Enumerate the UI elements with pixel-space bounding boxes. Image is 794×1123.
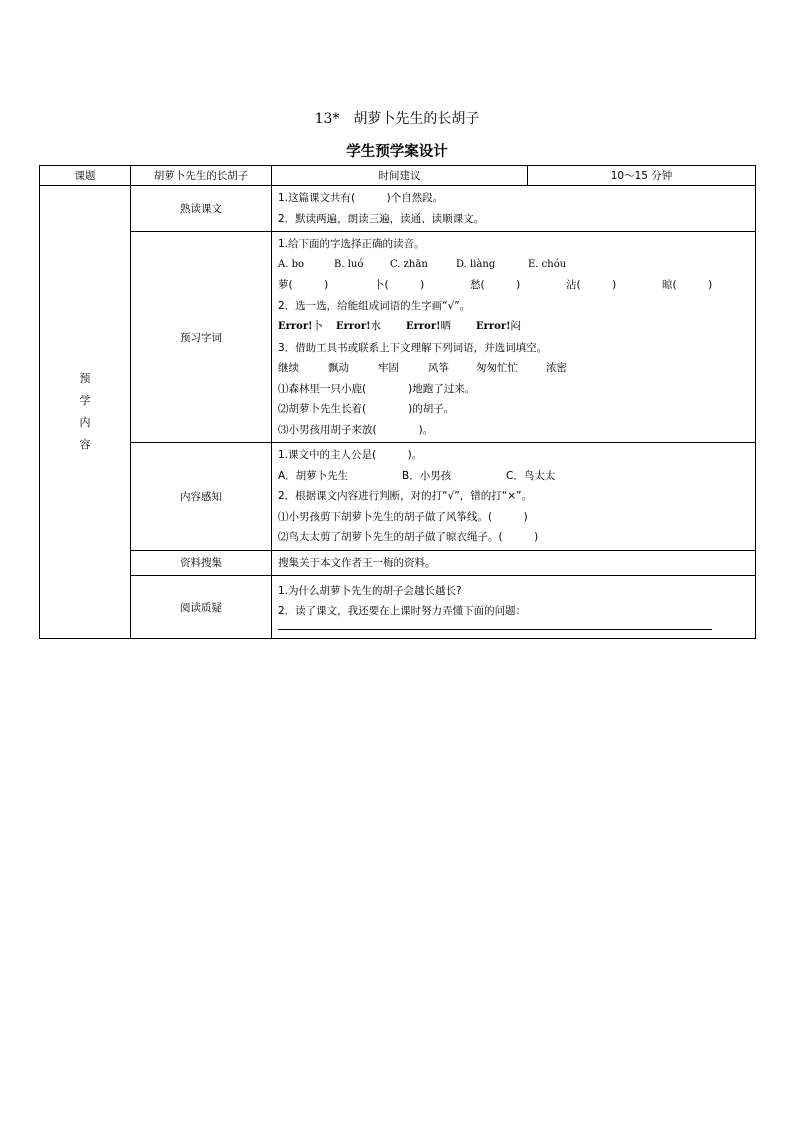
preview-content-label: 预 学 内 容 bbox=[40, 186, 131, 639]
text-line: 搜集关于本文作者王一梅的资料。 bbox=[278, 556, 436, 569]
header-time-label: 时间建议 bbox=[272, 166, 528, 186]
fill-blank: ⑶小男孩用胡子来放( )。 bbox=[278, 423, 434, 436]
answer-line[interactable] bbox=[278, 628, 712, 630]
pinyin-options: A. bo B. luó C. zhān D. liàng E. chóu bbox=[278, 258, 567, 270]
section-read-text bbox=[40, 186, 756, 232]
header-time-value: 10～15 分钟 bbox=[528, 166, 756, 186]
header-topic-label: 课题 bbox=[40, 166, 131, 186]
character-blanks: 萝( ) 卜( ) 愁( ) 沾( ) 晾( ) bbox=[278, 279, 713, 291]
judgement-item: ⑴小男孩剪下胡萝卜先生的胡子做了风筝线。( ) bbox=[278, 510, 528, 523]
text-line: 2．选一选，给能组成词语的生字画“√”。 bbox=[278, 299, 471, 312]
fill-blank: ⑴森林里一只小鹿( )地跑了过来。 bbox=[278, 382, 476, 395]
text-line: 2．根据课文内容进行判断，对的打“√”，错的打“×”。 bbox=[278, 490, 532, 502]
judgement-item: ⑵鸟太太剪了胡萝卜先生的胡子做了晾衣绳子。( ) bbox=[278, 531, 539, 543]
error-choices: Error!卜 Error!水 Error!晒 Error!闷 bbox=[278, 320, 521, 332]
choice-options: A．胡萝卜先生 B．小男孩 C．鸟太太 bbox=[278, 469, 556, 482]
section-label: 熟读课文 bbox=[131, 186, 272, 232]
text-line: 1.课文中的主人公是( )。 bbox=[278, 449, 423, 461]
word-bank: 继续 飘动 牢固 风筝 匆匆忙忙 浓密 bbox=[278, 362, 567, 374]
section-content-perception bbox=[40, 443, 756, 551]
section-label: 预习字词 bbox=[131, 232, 272, 443]
text-line: 3．借助工具书或联系上下文理解下列词语，并选词填空。 bbox=[278, 341, 548, 354]
section-vocabulary bbox=[40, 232, 756, 443]
text-line: 1.给下面的字选择正确的读音。 bbox=[278, 238, 425, 250]
header-topic-value: 胡萝卜先生的长胡子 bbox=[131, 166, 272, 186]
text-line: 1.这篇课文共有( )个自然段。 bbox=[278, 192, 444, 204]
text-line: 2．默读两遍，朗读三遍，读通、读顺课文。 bbox=[278, 212, 485, 225]
lesson-title: 13* 胡萝卜先生的长胡子 bbox=[314, 111, 480, 127]
section-label: 阅读质疑 bbox=[131, 576, 272, 639]
section-reading-questions bbox=[40, 576, 756, 639]
section-material-search bbox=[40, 550, 756, 576]
worksheet-subtitle: 学生预学案设计 bbox=[346, 144, 448, 160]
section-label: 内容感知 bbox=[131, 443, 272, 551]
text-line: 2．读了课文，我还要在上课时努力弄懂下面的问题： bbox=[278, 605, 527, 617]
header-row bbox=[40, 166, 756, 186]
preview-table bbox=[39, 165, 756, 639]
section-label: 资料搜集 bbox=[131, 550, 272, 576]
fill-blank: ⑵胡萝卜先生长着( )的胡子。 bbox=[278, 403, 455, 415]
text-line: 1.为什么胡萝卜先生的胡子会越长越长? bbox=[278, 584, 462, 597]
